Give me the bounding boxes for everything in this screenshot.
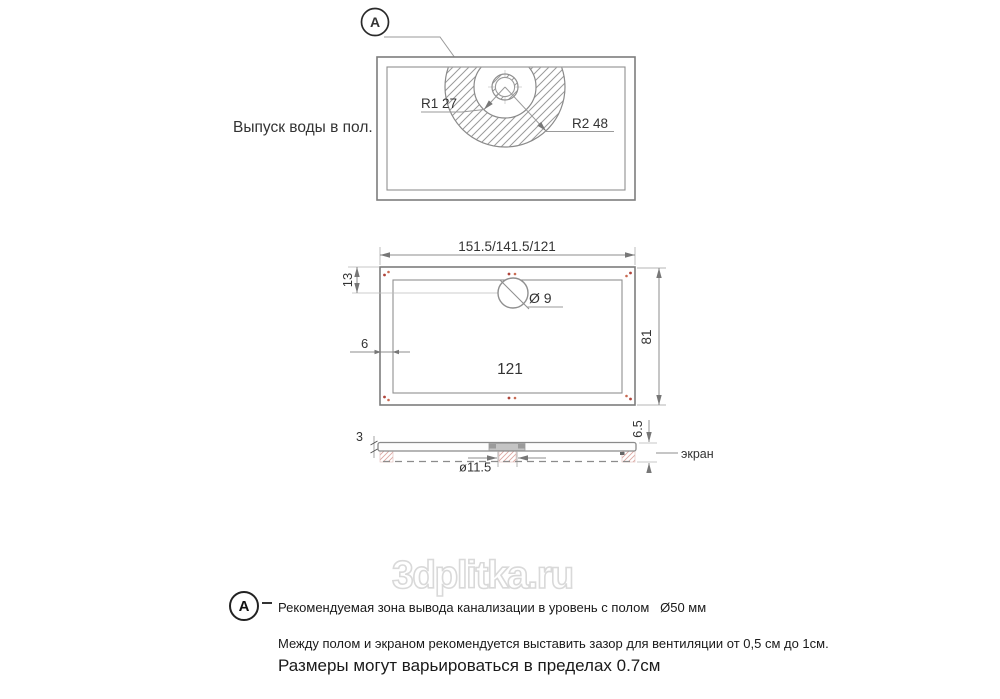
screen-marker-dot: [620, 452, 625, 455]
note-marker-dash: [262, 602, 272, 604]
r2-label: R2 48: [572, 116, 609, 131]
note-drain-zone: Рекомендуемая зона вывода канализации в уровень с полом Ø50 мм: [278, 600, 707, 615]
detail-view: [233, 9, 635, 201]
center-leg: [499, 451, 516, 462]
wall-thickness-value: 6: [361, 336, 369, 351]
plan-view: [340, 239, 666, 405]
note-size-tolerance: Размеры могут варьироваться в пределах 0.7см: [278, 656, 661, 675]
note-marker-letter: A: [238, 597, 250, 615]
note-marker-a: [229, 591, 259, 621]
depth-value: 81: [639, 329, 654, 345]
flange-tab-right: [518, 444, 525, 449]
note-ventilation-gap: Между полом и экраном рекомендуется выставить зазор для вентиляции от 0,5 см до 1см.: [278, 636, 829, 651]
left-leg: [380, 451, 393, 462]
inner-length-value: 121: [497, 361, 523, 378]
height-value: 6.5: [631, 420, 645, 438]
detail-marker-label: A: [369, 14, 381, 30]
pipe-dia-value: ø11.5: [459, 459, 492, 475]
watermark: 3dplitka.ru: [392, 554, 573, 597]
thickness-value: 3: [356, 430, 363, 444]
drain-offset-value: 13: [340, 272, 355, 288]
section-view: [356, 420, 714, 475]
detail-caption: Выпуск воды в пол.: [233, 119, 373, 136]
r1-label: R1 27: [421, 96, 458, 111]
screen-label: экран: [681, 447, 714, 461]
drain-dia-label: Ø 9: [529, 290, 552, 306]
width-dimension-value: 151.5/141.5/121: [458, 239, 556, 254]
flange-tab-left: [489, 444, 496, 449]
